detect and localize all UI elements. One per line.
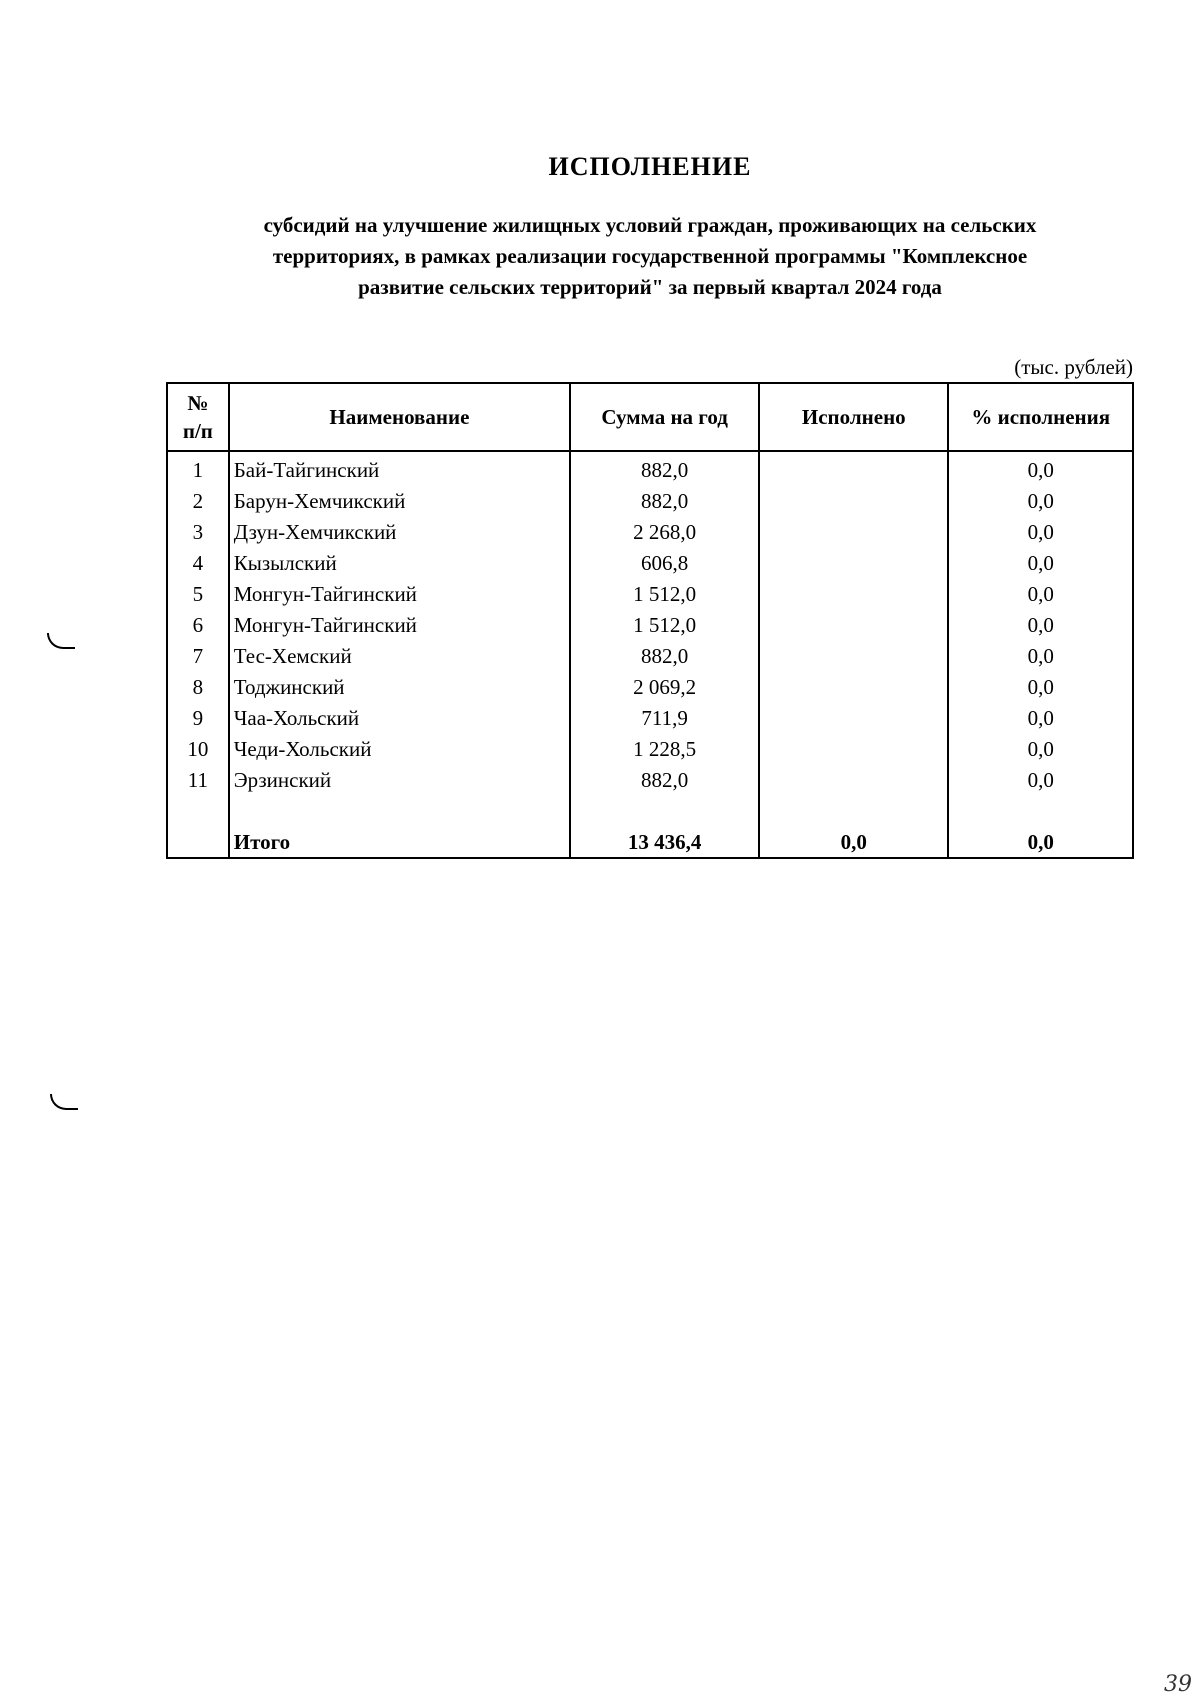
row-executed [759, 578, 948, 609]
header-execution-percent: % исполнения [948, 383, 1133, 451]
row-name: Чеди-Хольский [229, 733, 570, 764]
table-row [167, 671, 1133, 702]
row-number: 9 [167, 702, 229, 733]
table-row [167, 640, 1133, 671]
document-subtitle [140, 210, 1160, 303]
hole-punch-mark [47, 633, 75, 649]
row-executed [759, 485, 948, 516]
row-executed [759, 702, 948, 733]
row-executed [759, 451, 948, 485]
row-executed [759, 733, 948, 764]
table-row [167, 764, 1133, 795]
header-number-sign: № [187, 391, 209, 415]
spacer-cell [948, 795, 1133, 827]
row-percent: 0,0 [948, 671, 1133, 702]
row-annual-sum: 882,0 [570, 451, 759, 485]
row-percent: 0,0 [948, 485, 1133, 516]
document-title: ИСПОЛНЕНИЕ [548, 152, 752, 181]
row-name: Кызылский [229, 547, 570, 578]
page-number: 39 [1164, 1672, 1192, 1697]
row-name: Монгун-Тайгинский [229, 609, 570, 640]
table-row [167, 609, 1133, 640]
units-label: (тыс. рублей) [1014, 355, 1133, 379]
row-annual-sum: 882,0 [570, 764, 759, 795]
row-name: Бай-Тайгинский [229, 451, 570, 485]
row-name: Барун-Хемчикский [229, 485, 570, 516]
row-annual-sum: 2 069,2 [570, 671, 759, 702]
total-row [167, 827, 1133, 858]
row-name: Монгун-Тайгинский [229, 578, 570, 609]
row-annual-sum: 882,0 [570, 485, 759, 516]
hole-punch-mark [50, 1094, 78, 1110]
row-percent: 0,0 [948, 702, 1133, 733]
row-number: 6 [167, 609, 229, 640]
subtitle-line: развитие сельских территорий" за первый квартал 2024 года [358, 275, 942, 299]
spacer-cell [167, 795, 229, 827]
row-annual-sum: 2 268,0 [570, 516, 759, 547]
row-name: Дзун-Хемчикский [229, 516, 570, 547]
document-title-block [100, 150, 1200, 184]
table-row [167, 485, 1133, 516]
table-row [167, 702, 1133, 733]
row-number: 4 [167, 547, 229, 578]
row-executed [759, 640, 948, 671]
spacer-cell [759, 795, 948, 827]
row-executed [759, 609, 948, 640]
row-percent: 0,0 [948, 578, 1133, 609]
row-percent: 0,0 [948, 547, 1133, 578]
row-percent: 0,0 [948, 733, 1133, 764]
row-annual-sum: 711,9 [570, 702, 759, 733]
header-name: Наименование [229, 383, 570, 451]
spacer-cell [570, 795, 759, 827]
total-percent: 0,0 [948, 827, 1133, 858]
row-annual-sum: 1 512,0 [570, 578, 759, 609]
row-name: Чаа-Хольский [229, 702, 570, 733]
row-percent: 0,0 [948, 451, 1133, 485]
row-annual-sum: 1 228,5 [570, 733, 759, 764]
row-number: 3 [167, 516, 229, 547]
total-executed: 0,0 [759, 827, 948, 858]
row-percent: 0,0 [948, 640, 1133, 671]
table-row [167, 733, 1133, 764]
row-executed [759, 547, 948, 578]
row-name: Эрзинский [229, 764, 570, 795]
total-label: Итого [229, 827, 570, 858]
row-percent: 0,0 [948, 609, 1133, 640]
row-annual-sum: 882,0 [570, 640, 759, 671]
row-number: 2 [167, 485, 229, 516]
header-executed: Исполнено [759, 383, 948, 451]
row-number: 8 [167, 671, 229, 702]
row-name: Тес-Хемский [229, 640, 570, 671]
header-number-abbr: п/п [182, 419, 213, 443]
subtitle-line: территориях, в рамках реализации государственной программы "Комплексное [272, 244, 1028, 268]
row-number: 1 [167, 451, 229, 485]
header-number [167, 383, 229, 451]
row-annual-sum: 606,8 [570, 547, 759, 578]
total-number [167, 827, 229, 858]
table-row [167, 451, 1133, 485]
row-number: 11 [167, 764, 229, 795]
table-row [167, 547, 1133, 578]
spacer-cell [229, 795, 570, 827]
row-executed [759, 764, 948, 795]
subtitle-line: субсидий на улучшение жилищных условий граждан, проживающих на сельских [263, 213, 1037, 237]
spacer-row [167, 795, 1133, 827]
row-executed [759, 516, 948, 547]
execution-table [166, 382, 1134, 859]
row-number: 10 [167, 733, 229, 764]
table-header-row [167, 383, 1133, 451]
total-annual-sum: 13 436,4 [570, 827, 759, 858]
row-number: 7 [167, 640, 229, 671]
table-row [167, 578, 1133, 609]
header-annual-sum: Сумма на год [570, 383, 759, 451]
row-name: Тоджинский [229, 671, 570, 702]
row-annual-sum: 1 512,0 [570, 609, 759, 640]
row-percent: 0,0 [948, 764, 1133, 795]
table-row [167, 516, 1133, 547]
row-executed [759, 671, 948, 702]
row-percent: 0,0 [948, 516, 1133, 547]
row-number: 5 [167, 578, 229, 609]
